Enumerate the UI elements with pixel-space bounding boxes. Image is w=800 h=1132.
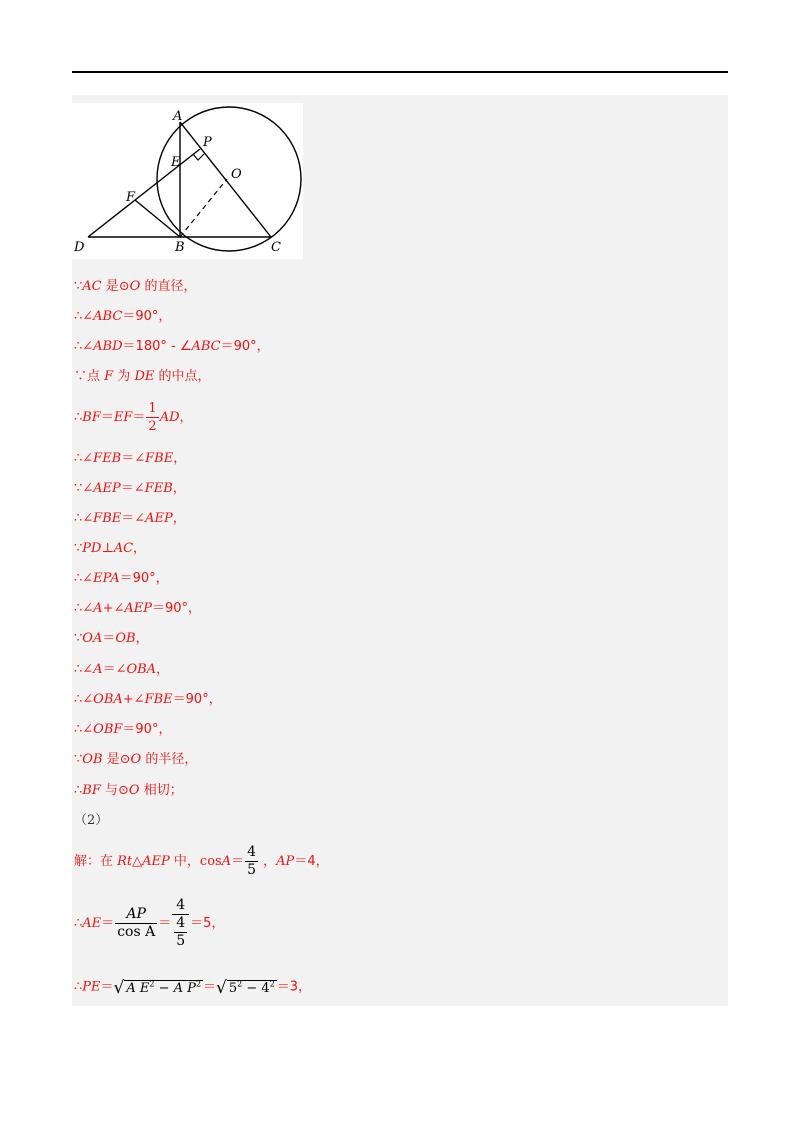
proof-line: ∵∠AEP＝∠FEB， bbox=[74, 481, 186, 496]
label-c: C bbox=[271, 240, 281, 255]
label-f: F bbox=[126, 190, 136, 205]
fraction-one-half: $\frac{1}{2}$ bbox=[148, 401, 157, 434]
proof-line: ∵PD⊥AC， bbox=[74, 541, 147, 556]
proof-line: ∵点 F 为 DE 的中点， bbox=[74, 369, 211, 384]
proof-line: ∴∠ABD＝180° - ∠ABC＝90°， bbox=[74, 339, 270, 354]
sqrt-5sq-minus-4sq: √ $5^2 - 4^2$ bbox=[216, 978, 275, 999]
proof-line: ∴∠ABC＝90°， bbox=[74, 309, 172, 324]
proof-line: ∴BF＝EF＝ $\frac{1}{2}$ AD， bbox=[74, 401, 193, 434]
label-e: E bbox=[171, 155, 181, 170]
label-b: B bbox=[175, 240, 185, 255]
proof-line: ∴PE＝√ A $E^2 - A$ $P^2$ ＝√ $5^2 - 4^2 =3$， bbox=[74, 978, 312, 999]
sqrt-ae2-minus-ap2: √ A $E^2 - A$ $P^2$ bbox=[113, 978, 202, 999]
segment-fb bbox=[135, 200, 180, 237]
segment-ob-dashed bbox=[180, 179, 227, 237]
label-o: O bbox=[231, 167, 242, 182]
geometry-diagram bbox=[72, 103, 303, 259]
right-angle-mark bbox=[193, 154, 204, 160]
circle-o bbox=[157, 107, 301, 251]
top-rule bbox=[72, 71, 728, 73]
proof-line: ∵AC 是⊙O 的直径， bbox=[74, 279, 197, 294]
proof-line: ∴∠A＝∠OBA， bbox=[74, 662, 170, 677]
proof-line: ∴BF 与⊙O 相切； bbox=[74, 783, 183, 798]
fraction-ap-over-cos-a: $\frac{AP}{\text{cos A}}$ bbox=[117, 906, 156, 940]
proof-line: ∵OA＝OB， bbox=[74, 631, 149, 646]
label-d: D bbox=[74, 240, 85, 255]
proof-line: ∴∠OBF＝90°， bbox=[74, 722, 172, 737]
proof-line: ∴∠OBA+∠FBE＝90°， bbox=[74, 692, 222, 707]
proof-line: ∴∠EPA＝90°， bbox=[74, 571, 169, 586]
proof-line: ∴∠FEB＝∠FBE， bbox=[74, 451, 187, 466]
proof-line: ∴∠FBE＝∠AEP， bbox=[74, 511, 186, 526]
fraction-four-fifths: $\frac{4}{5}$ bbox=[247, 844, 257, 878]
label-a: A bbox=[173, 109, 183, 124]
proof-line: ∵OB 是⊙O 的半径， bbox=[74, 752, 198, 767]
geometry-figure bbox=[72, 103, 303, 259]
proof-line: 解：在 Rt△AEP 中，cosA＝ $\frac{4}{5}$ ，AP＝4， bbox=[74, 844, 329, 878]
fraction-compound: $\frac{4}{\frac{4}{5}}$ bbox=[172, 897, 189, 950]
label-p: P bbox=[203, 135, 212, 150]
proof-line: ∴∠A+∠AEP＝90°， bbox=[74, 601, 202, 616]
segment-dp bbox=[88, 149, 200, 237]
proof-line: ∴AE＝ $\frac{AP}{\text{cos A}}$ ＝ $\frac{4}{\frac{4}{5}}$ ＝5， bbox=[74, 897, 225, 949]
part-two-heading: （2） bbox=[74, 813, 109, 828]
